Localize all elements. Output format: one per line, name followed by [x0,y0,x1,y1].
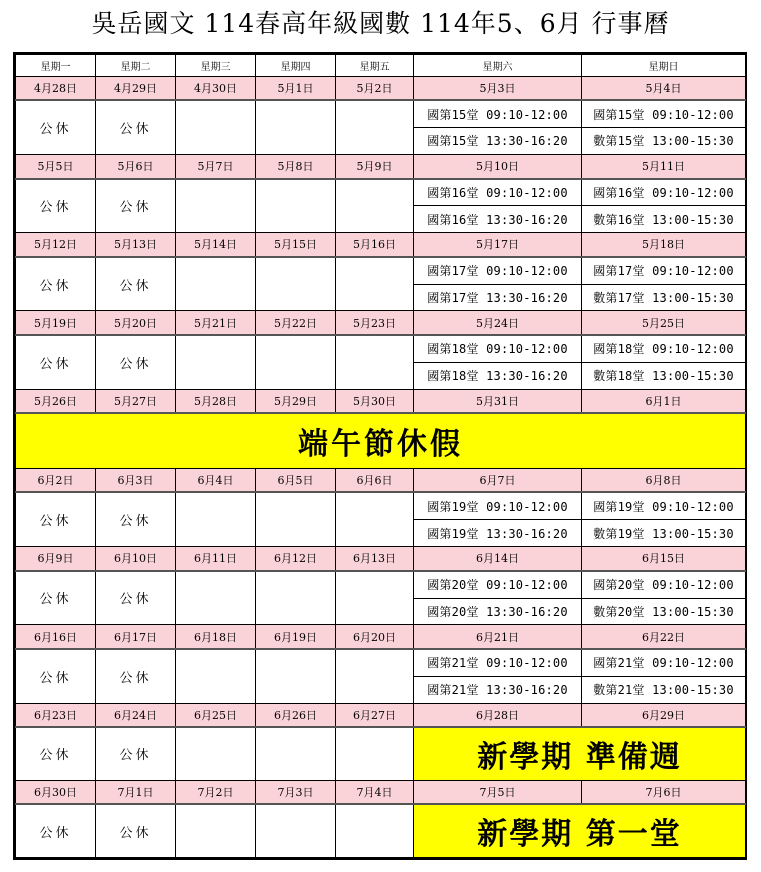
saturday-afternoon-class: 國第21堂 13:30-16:20 [414,676,582,703]
monday-status: 公休 [16,257,96,311]
saturday-morning-class: 國第19堂 09:10-12:00 [414,492,582,519]
saturday-morning-class: 國第16堂 09:10-12:00 [414,179,582,206]
empty-cell [256,727,336,780]
date-cell: 7月5日 [414,780,582,804]
saturday-morning-class: 國第15堂 09:10-12:00 [414,100,582,127]
tuesday-status: 公休 [96,571,176,625]
sunday-afternoon-class: 數第18堂 13:00-15:30 [582,362,746,389]
sunday-afternoon-class: 數第19堂 13:00-15:30 [582,520,746,547]
date-cell: 6月29日 [582,703,746,727]
weekday-header: 星期五 [336,55,414,77]
date-cell: 6月24日 [96,703,176,727]
date-cell: 5月24日 [414,311,582,335]
date-cell: 5月26日 [16,389,96,413]
class-row-morning [16,571,746,598]
saturday-morning-class: 國第18堂 09:10-12:00 [414,335,582,362]
class-row-morning [16,492,746,519]
date-cell: 6月5日 [256,468,336,492]
date-cell: 5月18日 [582,233,746,257]
sunday-morning-class: 國第17堂 09:10-12:00 [582,257,746,284]
date-cell: 5月12日 [16,233,96,257]
sunday-afternoon-class: 數第17堂 13:00-15:30 [582,284,746,311]
date-cell: 5月31日 [414,389,582,413]
date-cell: 5月13日 [96,233,176,257]
class-row-morning [16,100,746,127]
date-cell: 6月6日 [336,468,414,492]
date-cell: 5月1日 [256,76,336,100]
saturday-afternoon-class: 國第15堂 13:30-16:20 [414,128,582,155]
date-cell: 6月4日 [176,468,256,492]
date-cell: 6月23日 [16,703,96,727]
date-cell: 6月9日 [16,547,96,571]
date-cell: 5月30日 [336,389,414,413]
date-row [16,547,746,571]
monday-status: 公休 [16,571,96,625]
monday-status: 公休 [16,335,96,389]
weekday-header: 星期日 [582,55,746,77]
empty-cell [336,649,414,703]
date-cell: 4月30日 [176,76,256,100]
date-cell: 6月14日 [414,547,582,571]
class-row-morning [16,649,746,676]
date-row [16,625,746,649]
date-cell: 6月19日 [256,625,336,649]
date-cell: 5月27日 [96,389,176,413]
date-row [16,703,746,727]
empty-cell [256,571,336,625]
date-cell: 5月29日 [256,389,336,413]
class-row-morning [16,257,746,284]
weekday-header: 星期四 [256,55,336,77]
empty-cell [256,649,336,703]
empty-cell [176,100,256,154]
sunday-afternoon-class: 數第20堂 13:00-15:30 [582,598,746,625]
holiday-banner: 端午節休假 [16,413,746,468]
date-cell: 7月4日 [336,780,414,804]
weekday-header: 星期三 [176,55,256,77]
tuesday-status: 公休 [96,100,176,154]
sunday-afternoon-class: 數第15堂 13:00-15:30 [582,128,746,155]
date-cell: 6月25日 [176,703,256,727]
page-title: 吳岳國文 114春高年級國數 114年5、6月 行事曆 [91,9,670,38]
date-cell: 5月10日 [414,154,582,178]
date-row [16,311,746,335]
sunday-morning-class: 國第19堂 09:10-12:00 [582,492,746,519]
date-cell: 5月28日 [176,389,256,413]
empty-cell [256,492,336,546]
calendar-body [16,55,746,858]
date-cell: 6月13日 [336,547,414,571]
empty-cell [176,727,256,780]
class-row-morning [16,179,746,206]
date-cell: 5月25日 [582,311,746,335]
date-cell: 6月12日 [256,547,336,571]
sunday-morning-class: 國第21堂 09:10-12:00 [582,649,746,676]
date-cell: 5月14日 [176,233,256,257]
saturday-afternoon-class: 國第18堂 13:30-16:20 [414,362,582,389]
date-cell: 6月22日 [582,625,746,649]
weekend-banner: 新學期 第一堂 [414,804,746,857]
empty-cell [336,492,414,546]
date-cell: 5月5日 [16,154,96,178]
date-cell: 7月3日 [256,780,336,804]
sunday-afternoon-class: 數第21堂 13:00-15:30 [582,676,746,703]
empty-cell [176,649,256,703]
date-cell: 5月3日 [414,76,582,100]
date-row [16,233,746,257]
class-row-morning [16,335,746,362]
date-cell: 5月4日 [582,76,746,100]
date-cell: 6月30日 [16,780,96,804]
date-cell: 5月17日 [414,233,582,257]
calendar-table [15,54,746,858]
date-cell: 5月22日 [256,311,336,335]
sunday-morning-class: 國第16堂 09:10-12:00 [582,179,746,206]
saturday-morning-class: 國第17堂 09:10-12:00 [414,257,582,284]
tuesday-status: 公休 [96,179,176,233]
weekday-header: 星期一 [16,55,96,77]
empty-cell [336,257,414,311]
tuesday-status: 公休 [96,804,176,857]
weekend-banner-row [16,727,746,780]
tuesday-status: 公休 [96,257,176,311]
date-row [16,389,746,413]
date-cell: 4月29日 [96,76,176,100]
monday-status: 公休 [16,649,96,703]
sunday-afternoon-class: 數第16堂 13:00-15:30 [582,206,746,233]
saturday-afternoon-class: 國第20堂 13:30-16:20 [414,598,582,625]
sunday-morning-class: 國第15堂 09:10-12:00 [582,100,746,127]
weekday-header: 星期二 [96,55,176,77]
date-row [16,468,746,492]
date-cell: 6月10日 [96,547,176,571]
date-cell: 5月7日 [176,154,256,178]
date-cell: 6月20日 [336,625,414,649]
empty-cell [256,257,336,311]
date-row [16,780,746,804]
weekend-banner: 新學期 準備週 [414,727,746,780]
holiday-banner-row [16,413,746,468]
empty-cell [336,727,414,780]
date-cell: 6月7日 [414,468,582,492]
weekday-header-row [16,55,746,77]
empty-cell [336,571,414,625]
date-cell: 5月11日 [582,154,746,178]
weekday-header: 星期六 [414,55,582,77]
empty-cell [336,100,414,154]
date-cell: 6月8日 [582,468,746,492]
empty-cell [176,571,256,625]
date-cell: 5月9日 [336,154,414,178]
empty-cell [176,804,256,857]
date-cell: 6月28日 [414,703,582,727]
date-cell: 6月26日 [256,703,336,727]
date-cell: 7月1日 [96,780,176,804]
empty-cell [256,179,336,233]
date-cell: 5月2日 [336,76,414,100]
date-cell: 6月2日 [16,468,96,492]
saturday-afternoon-class: 國第16堂 13:30-16:20 [414,206,582,233]
date-cell: 6月21日 [414,625,582,649]
empty-cell [176,179,256,233]
empty-cell [256,804,336,857]
monday-status: 公休 [16,492,96,546]
monday-status: 公休 [16,100,96,154]
saturday-afternoon-class: 國第17堂 13:30-16:20 [414,284,582,311]
empty-cell [176,257,256,311]
date-cell: 6月11日 [176,547,256,571]
empty-cell [336,179,414,233]
date-cell: 6月18日 [176,625,256,649]
empty-cell [336,804,414,857]
saturday-morning-class: 國第20堂 09:10-12:00 [414,571,582,598]
date-cell: 7月6日 [582,780,746,804]
date-cell: 5月8日 [256,154,336,178]
date-cell: 6月3日 [96,468,176,492]
date-cell: 5月16日 [336,233,414,257]
date-row [16,76,746,100]
date-cell: 6月15日 [582,547,746,571]
date-cell: 5月20日 [96,311,176,335]
tuesday-status: 公休 [96,649,176,703]
monday-status: 公休 [16,804,96,857]
monday-status: 公休 [16,727,96,780]
date-cell: 5月21日 [176,311,256,335]
empty-cell [336,335,414,389]
date-cell: 6月27日 [336,703,414,727]
date-cell: 7月2日 [176,780,256,804]
date-cell: 6月17日 [96,625,176,649]
date-row [16,154,746,178]
weekend-banner-row [16,804,746,857]
empty-cell [256,100,336,154]
sunday-morning-class: 國第18堂 09:10-12:00 [582,335,746,362]
date-cell: 5月15日 [256,233,336,257]
sunday-morning-class: 國第20堂 09:10-12:00 [582,571,746,598]
monday-status: 公休 [16,179,96,233]
empty-cell [176,492,256,546]
date-cell: 4月28日 [16,76,96,100]
tuesday-status: 公休 [96,335,176,389]
saturday-afternoon-class: 國第19堂 13:30-16:20 [414,520,582,547]
saturday-morning-class: 國第21堂 09:10-12:00 [414,649,582,676]
date-cell: 5月23日 [336,311,414,335]
tuesday-status: 公休 [96,492,176,546]
date-cell: 6月16日 [16,625,96,649]
date-cell: 5月19日 [16,311,96,335]
empty-cell [256,335,336,389]
empty-cell [176,335,256,389]
date-cell: 6月1日 [582,389,746,413]
date-cell: 5月6日 [96,154,176,178]
tuesday-status: 公休 [96,727,176,780]
